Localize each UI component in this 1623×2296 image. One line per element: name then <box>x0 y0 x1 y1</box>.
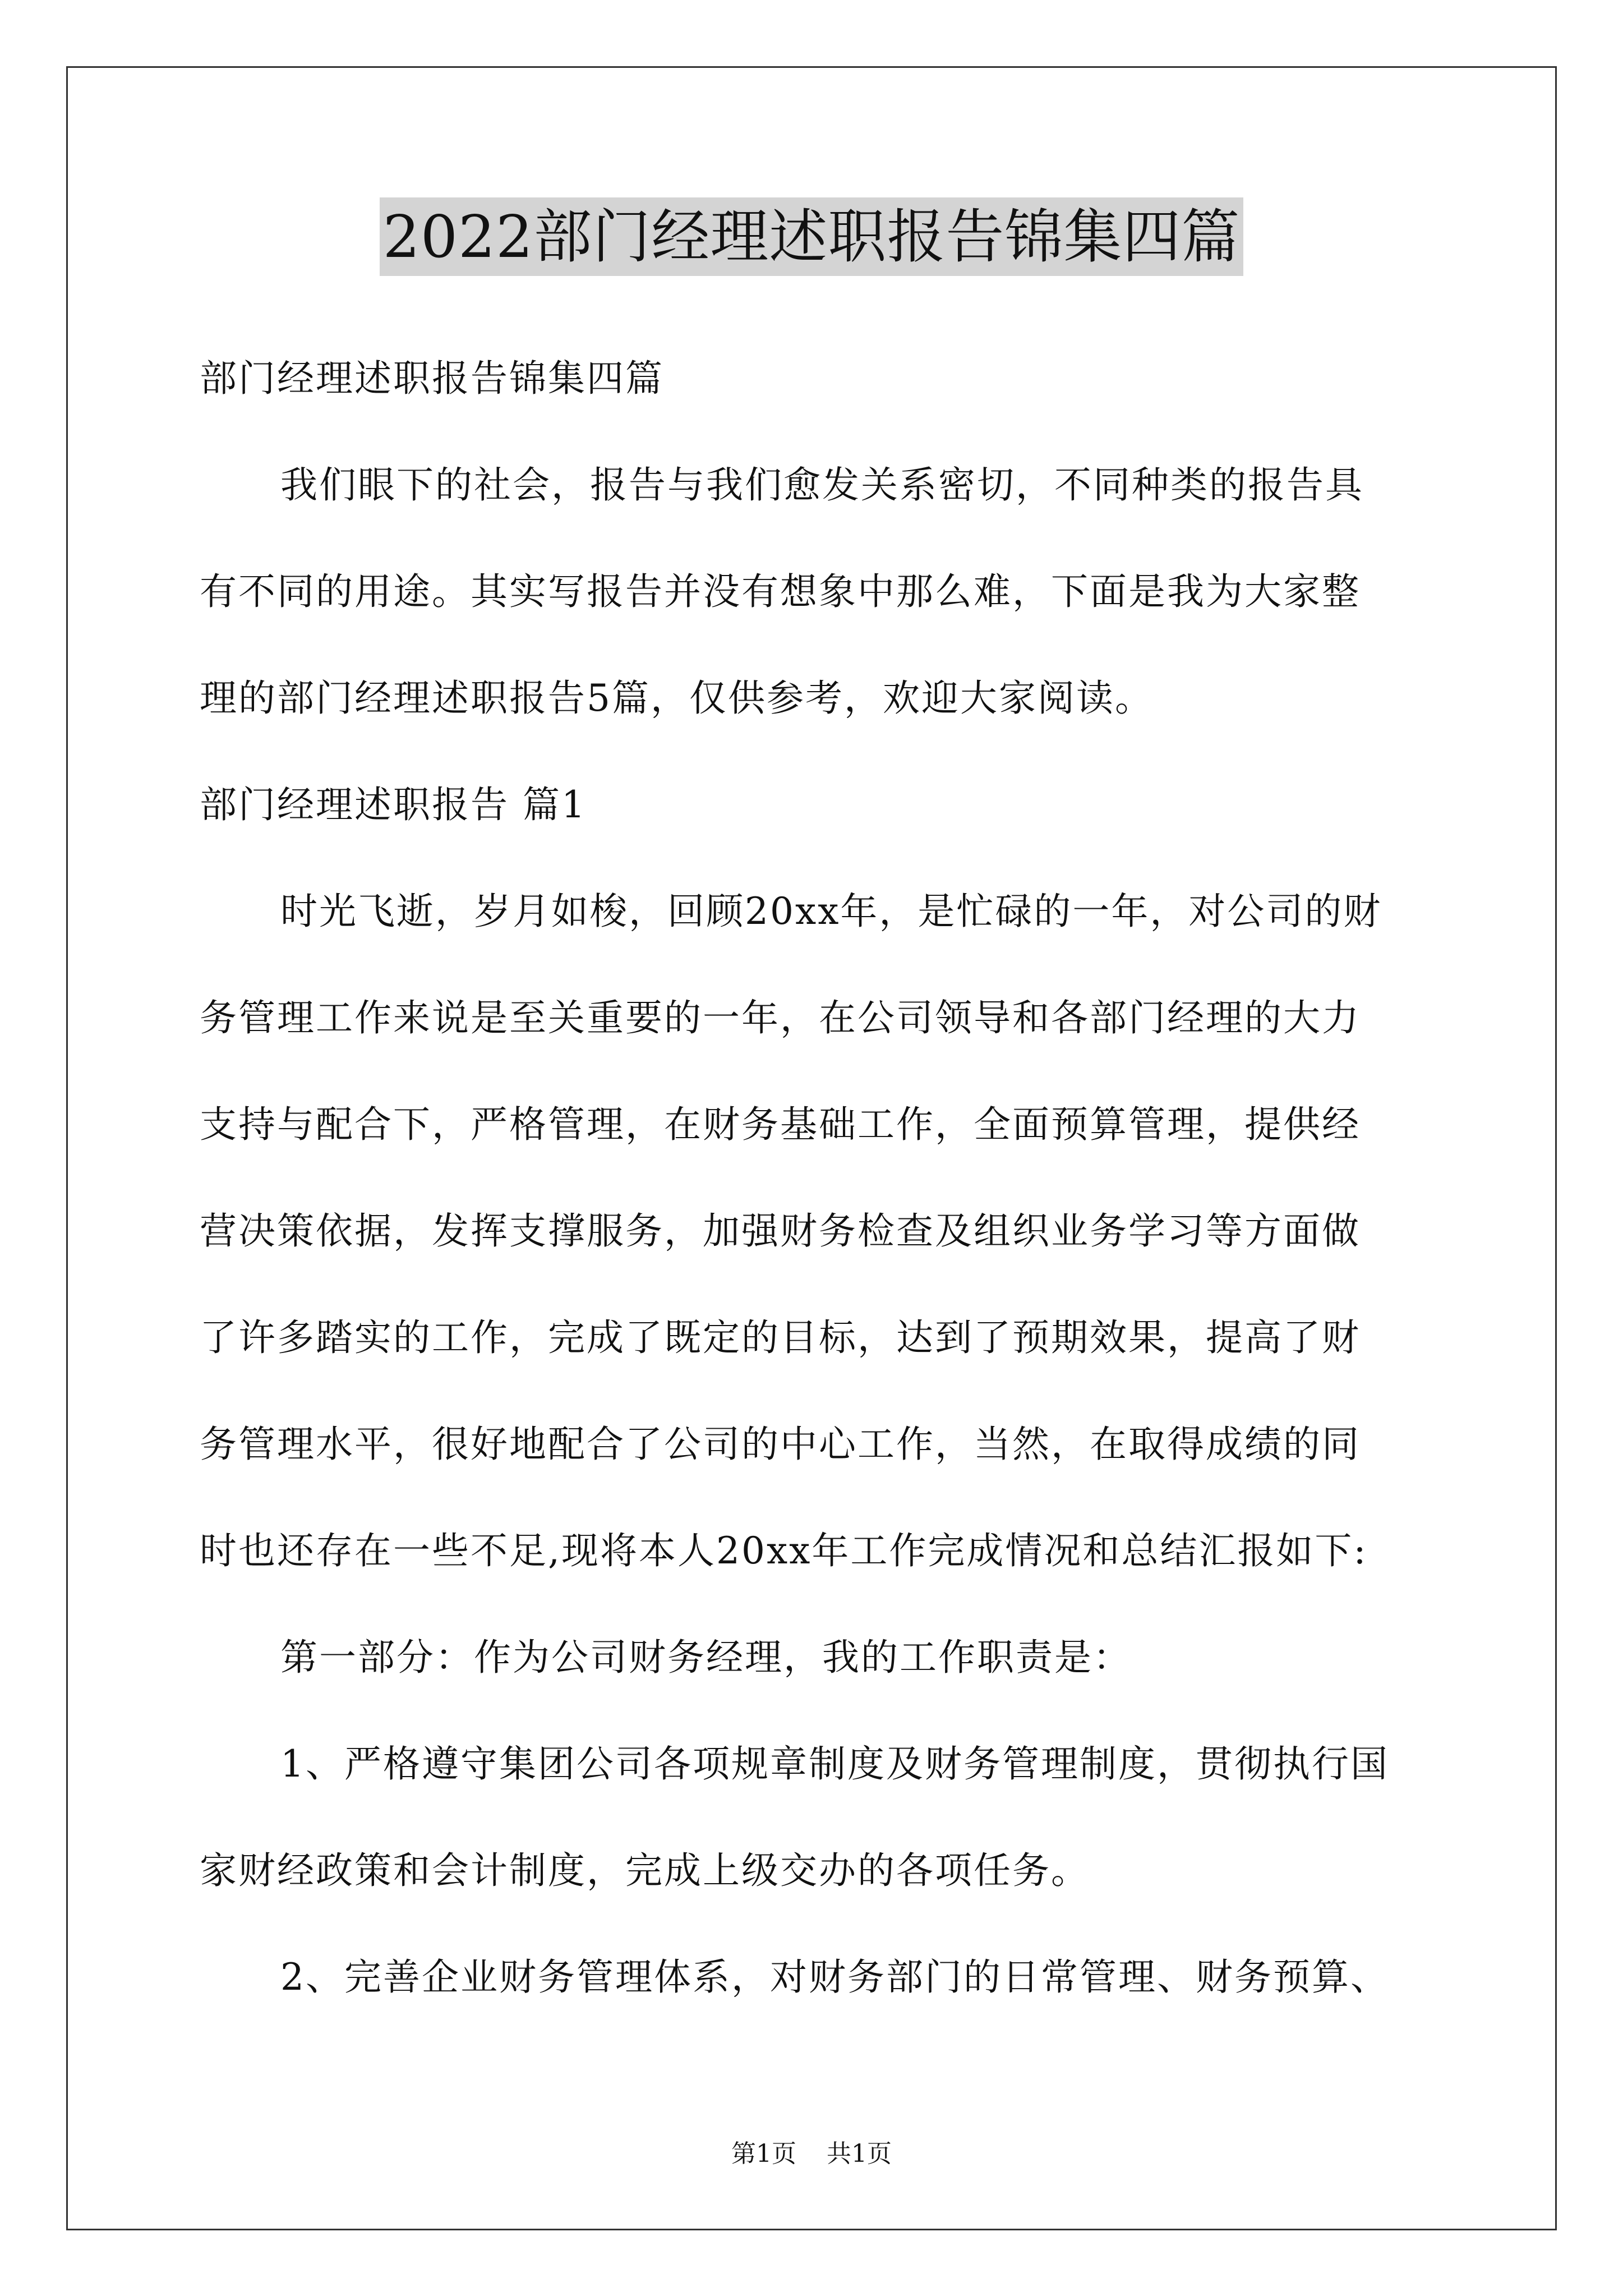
paragraph-line: 时也还存在一些不足,现将本人20xx年工作完成情况和总结汇报如下: <box>200 1529 1368 1572</box>
paragraph-line: 务管理工作来说是至关重要的一年，在公司领导和各部门经理的大力 <box>200 996 1361 1039</box>
document-title: 2022部门经理述职报告锦集四篇 <box>380 197 1244 276</box>
page-number: 第1页 <box>731 2139 796 2168</box>
paragraph-line: 第一部分：作为公司财务经理，我的工作职责是： <box>280 1636 1132 1679</box>
list-item-line: 家财经政策和会计制度，完成上级交办的各项任务。 <box>200 1849 1090 1892</box>
paragraph-line: 营决策依据，发挥支撑服务，加强财务检查及组织业务学习等方面做 <box>200 1209 1361 1253</box>
paragraph-line: 有不同的用途。其实写报告并没有想象中那么难，下面是我为大家整 <box>200 570 1361 613</box>
list-item-line: 1、严格遵守集团公司各项规章制度及财务管理制度，贯彻执行国 <box>280 1742 1389 1786</box>
page-total: 共1页 <box>827 2139 892 2168</box>
list-item-line: 2、完善企业财务管理体系，对财务部门的日常管理、财务预算、 <box>280 1955 1389 1999</box>
page-footer <box>0 2137 1623 2171</box>
paragraph-line: 我们眼下的社会，报告与我们愈发关系密切，不同种类的报告具 <box>280 463 1364 507</box>
paragraph-line: 了许多踏实的工作，完成了既定的目标，达到了预期效果，提高了财 <box>200 1316 1361 1359</box>
subtitle-line: 部门经理述职报告锦集四篇 <box>200 357 664 400</box>
paragraph-line: 务管理水平，很好地配合了公司的中心工作，当然，在取得成绩的同 <box>200 1423 1361 1466</box>
paragraph-line: 支持与配合下，严格管理，在财务基础工作，全面预算管理，提供经 <box>200 1103 1361 1146</box>
title-container <box>0 197 1623 276</box>
section-heading: 部门经理述职报告 篇1 <box>200 783 587 826</box>
paragraph-line: 理的部门经理述职报告5篇，仅供参考，欢迎大家阅读。 <box>200 677 1154 720</box>
paragraph-line: 时光飞逝，岁月如梭，回顾20xx年，是忙碌的一年，对公司的财 <box>280 890 1382 933</box>
